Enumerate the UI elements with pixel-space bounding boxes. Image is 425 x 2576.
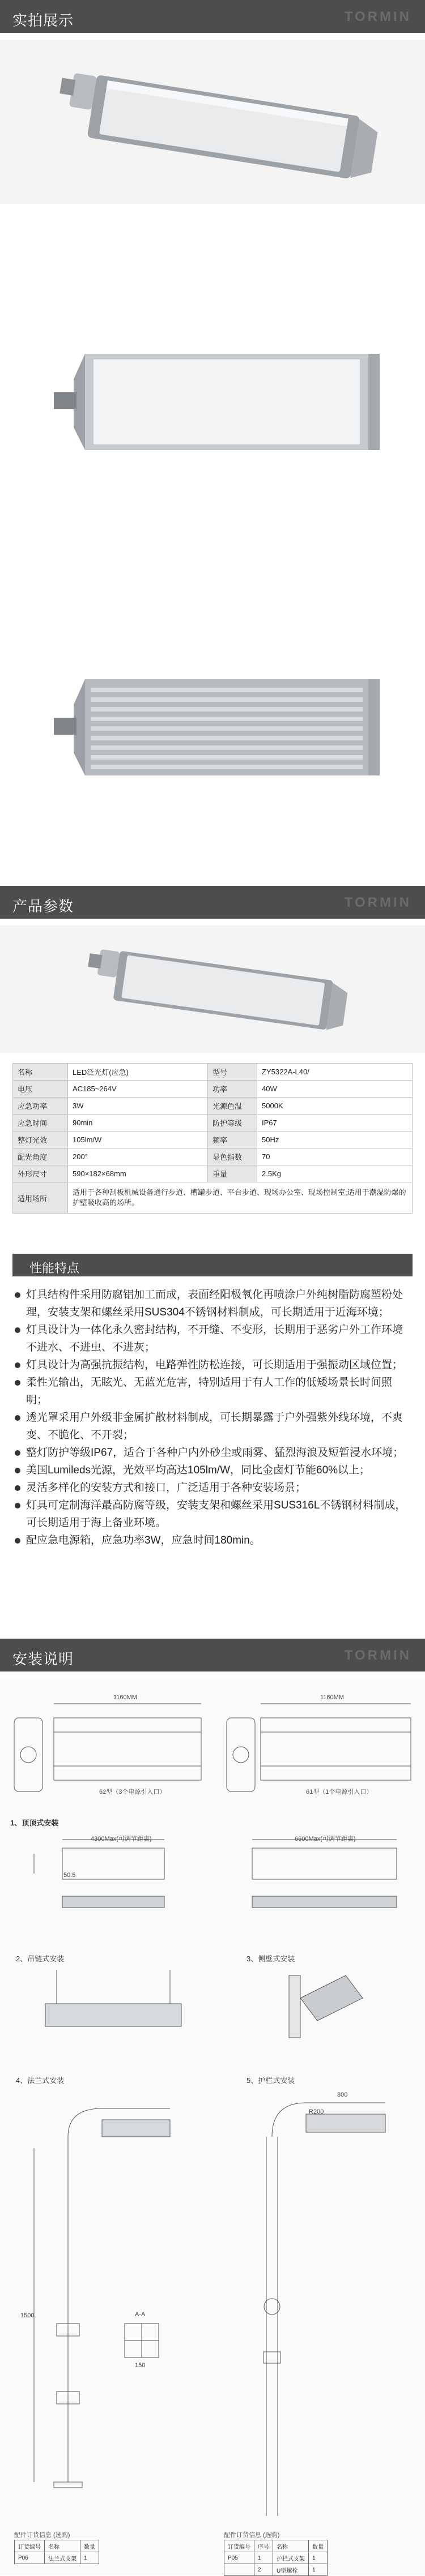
spec-value: IP67 — [257, 1115, 413, 1131]
install-label-2: 2、吊链式安装 — [16, 1954, 65, 1963]
spec-key: 配光角度 — [13, 1148, 68, 1165]
install-diagrams — [0, 1678, 425, 2575]
spec-key: 整灯光效 — [13, 1131, 68, 1148]
spec-value: 70 — [257, 1148, 413, 1165]
spec-value: 105lm/W — [68, 1131, 208, 1148]
dim-ceiling-2: 6600Max(可调节距离) — [295, 1836, 356, 1842]
table-title-left: 配件订货信息 (选购) — [14, 2532, 70, 2539]
spec-value: AC185~264V — [68, 1081, 208, 1098]
spec-row — [13, 1115, 413, 1131]
table-cell: 1 — [309, 2552, 328, 2564]
install-label-3: 3、侧壁式安装 — [246, 1954, 295, 1963]
table-cell: P06 — [15, 2552, 45, 2564]
spec-value: 590×182×68mm — [68, 1165, 208, 1182]
dim-rail-radius: R200 — [309, 2108, 324, 2115]
spec-key: 应急时间 — [13, 1115, 68, 1131]
spec-value: 2.5Kg — [257, 1165, 413, 1182]
feature-item: 灯具设计为一体化永久密封结构，不开缝、不变形，长期用于恶劣户外工作环境不进水、不进虫、不进灰； — [12, 1321, 413, 1356]
spec-value: 50Hz — [257, 1131, 413, 1148]
spec-key: 名称 — [13, 1064, 68, 1081]
params-product-photo — [0, 925, 425, 1053]
table-cell: P05 — [224, 2552, 254, 2564]
table-cell: 数量 — [309, 2540, 328, 2552]
spec-key: 应急功率 — [13, 1098, 68, 1115]
spec-row — [13, 1131, 413, 1148]
feature-item: 灯具可定制海洋最高防腐等级，安装支架和螺丝采用SUS316L不锈钢材料制成，可长期适用于海上备业环境。 — [12, 1497, 413, 1532]
table-cell: 订货编号 — [15, 2540, 45, 2552]
spec-key: 防护等级 — [208, 1115, 257, 1131]
install-label-5: 5、护栏式安装 — [246, 2076, 295, 2085]
spec-key: 电压 — [13, 1081, 68, 1098]
dim-rail-top: 800 — [337, 2091, 348, 2098]
install-header — [0, 1639, 425, 1671]
spec-key: 重量 — [208, 1165, 257, 1182]
spec-value: 3W — [68, 1098, 208, 1115]
spec-key: 外形尺寸 — [13, 1165, 68, 1182]
spec-row — [13, 1148, 413, 1165]
spec-key: 型号 — [208, 1064, 257, 1081]
accessory-table-left — [14, 2540, 99, 2564]
spec-key: 光源色温 — [208, 1098, 257, 1115]
spec-value: ZY5322A-L40/ — [257, 1064, 413, 1081]
photos-header — [0, 0, 425, 33]
product-photo-2 — [0, 320, 425, 484]
table-cell: U型螺栓 — [273, 2564, 309, 2576]
dim-top-right: 1160MM — [320, 1694, 344, 1701]
product-photo-1 — [0, 40, 425, 204]
spec-key: 适用场所 — [13, 1182, 68, 1214]
features-list — [12, 1286, 413, 1549]
table-cell — [224, 2564, 254, 2576]
dim-side: 50.5 — [63, 1872, 76, 1879]
table-cell: 序号 — [254, 2540, 273, 2552]
spec-row — [13, 1064, 413, 1081]
table-title-right: 配件订货信息 (选购) — [224, 2532, 280, 2539]
table-cell: 数量 — [80, 2540, 99, 2552]
dim-150: 150 — [135, 2362, 146, 2369]
feature-item: 配应急电源箱，应急功率3W，应急时间180min。 — [12, 1532, 413, 1549]
table-cell: 1 — [309, 2564, 328, 2576]
spec-row-usage — [13, 1182, 413, 1214]
table-cell: 护栏式支架 — [273, 2552, 309, 2564]
spec-table — [12, 1063, 413, 1214]
spec-value: 5000K — [257, 1098, 413, 1115]
table-cell: 名称 — [273, 2540, 309, 2552]
feature-item: 灯具结构件采用防腐铝加工而成，表面经阳极氧化再喷涂户外纯树脂防腐塑粉处理，安装支架和螺丝采用SUS304不锈钢材料制成，可长期适用于近海环境； — [12, 1286, 413, 1321]
spec-key: 频率 — [208, 1131, 257, 1148]
feature-item: 透光罩采用户外级非金属扩散材料制成，可长期暴露于户外强紫外线环境，不爽变、不脆化、不开裂； — [12, 1409, 413, 1444]
product-photo-3 — [0, 645, 425, 809]
table-cell: 1 — [80, 2552, 99, 2564]
spec-value: 适用于各种刮板机械设备通行步道、槽罐步道、平台步道、现场办公室、现场控制室;适用于潮湿防爆的护壁吸收高的场所。 — [68, 1182, 413, 1214]
params-header — [0, 886, 425, 919]
feature-item: 整灯防护等级IP67，适合于各种户内外砂尘或雨雾、猛烈海浪及短暂浸水环境； — [12, 1444, 413, 1461]
table-cell: 名称 — [45, 2540, 80, 2552]
dim-ceiling-1: 4300Max(可调节距离) — [91, 1836, 152, 1842]
spec-value: 200° — [68, 1148, 208, 1165]
table-cell: 1 — [254, 2552, 273, 2564]
brand-logo-2: TORMIN — [344, 895, 411, 910]
params-title: 产品参数 — [12, 898, 74, 915]
spec-row — [13, 1098, 413, 1115]
spec-value: LED泛光灯(应急) — [68, 1064, 208, 1081]
spec-row — [13, 1165, 413, 1182]
feature-item: 灯具设计为高强抗振结构，电路弹性防松连接，可长期适用于强振动区域位置； — [12, 1356, 413, 1374]
spec-value: 40W — [257, 1081, 413, 1098]
features-header — [12, 1254, 413, 1276]
section-label: A-A — [135, 2311, 146, 2318]
install-label-4: 4、法兰式安装 — [16, 2076, 65, 2085]
accessory-table-right — [224, 2540, 328, 2576]
brand-logo: TORMIN — [344, 9, 411, 24]
caption-right: 61型（1个电源引入口） — [306, 1789, 373, 1795]
table-cell: 2 — [254, 2564, 273, 2576]
feature-item: 灵活多样化的安装方式和接口，广泛适用于各种安装场景； — [12, 1479, 413, 1497]
brand-logo-3: TORMIN — [344, 1648, 411, 1663]
photos-title: 实拍展示 — [12, 12, 74, 29]
table-cell: 法兰式支架 — [45, 2552, 80, 2564]
table-cell: 订货编号 — [224, 2540, 254, 2552]
features-title: 性能特点 — [29, 1261, 80, 1275]
install-label-1: 1、顶顶式安装 — [10, 1819, 59, 1827]
spec-value: 90min — [68, 1115, 208, 1131]
spec-key: 显色指数 — [208, 1148, 257, 1165]
spec-key: 功率 — [208, 1081, 257, 1098]
caption-left: 62型（3个电源引入口） — [99, 1789, 166, 1795]
feature-item: 美国Lumileds光源，光效平均高达105lm/W，同比金卤灯节能60%以上； — [12, 1461, 413, 1479]
dim-flange-height: 1500 — [20, 2312, 35, 2319]
chain-wall-drawing — [0, 1964, 425, 2049]
flange-rail-drawing — [0, 2086, 425, 2527]
feature-item: 柔性光输出，无眩光、无蓝光危害，特别适用于有人工作的低矮场景长时间照明； — [12, 1374, 413, 1409]
install-title: 安装说明 — [12, 1651, 74, 1668]
spec-row — [13, 1081, 413, 1098]
dim-top-left: 1160MM — [113, 1694, 137, 1701]
